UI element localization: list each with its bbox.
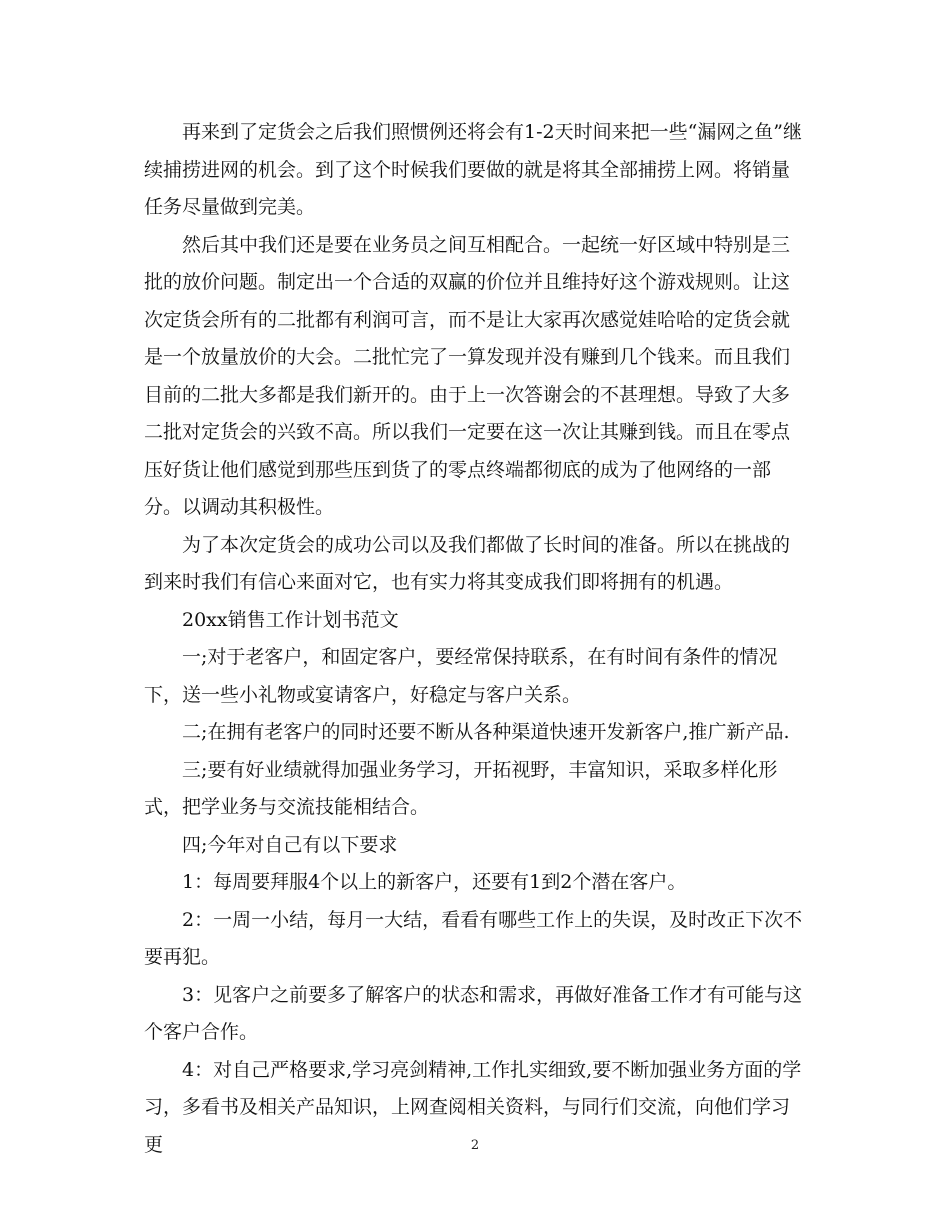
paragraph-2: 然后其中我们还是要在业务员之间互相配合。一起统一好区域中特别是三批的放价问题。制定出一个合适的双赢的价位并且维持好这个游戏规则。让这次定货会所有的二批都有利润可言，而不是让大家再次感觉娃哈哈的定货会就是一个放量放价的大会。二批忙完了一算发现并没有赚到几个钱来。而且我们目前的二批大多都是我们新开的。由于上一次答谢会的不甚理想。导致了大多二批对定货会的兴致不高。所以我们一定要在这一次让其赚到钱。而且在零点压好货让他们感觉到那些压到货了的零点终端都彻底的成为了他网络的一部分。以调动其积极性。 [144,233,791,518]
requirement-2: 2：一周一小结，每月一大结，看看有哪些工作上的失误，及时改正下次不要再犯。 [144,908,803,968]
plan-item-3: 三;要有好业绩就得加强业务学习，开拓视野，丰富知识，采取多样化形式，把学业务与交流技能相结合。 [144,758,778,818]
requirement-3: 3：见客户之前要多了解客户的状态和需求，再做好准备工作才有可能与这个客户合作。 [144,983,803,1043]
paragraph-3: 为了本次定货会的成功公司以及我们都做了长时间的准备。所以在挑战的到来时我们有信心来面对它，也有实力将其变成我们即将拥有的机遇。 [144,533,791,593]
paragraph-1: 再来到了定货会之后我们照惯例还将会有1-2天时间来把一些“漏网之鱼”继续捕捞进网的机会。到了这个时候我们要做的就是将其全部捕捞上网。将销量任务尽量做到完美。 [144,121,803,218]
requirement-1: 1：每周要拜服4个以上的新客户，还要有1到2个潜在客户。 [182,871,687,893]
plan-item-4: 四;今年对自己有以下要求 [182,833,398,856]
plan-item-1: 一;对于老客户，和固定客户，要经常保持联系，在有时间有条件的情况下，送一些小礼物或宴请客户，好稳定与客户关系。 [144,646,778,706]
document-body [144,114,804,1164]
page-number: 2 [470,1138,480,1153]
plan-item-2: 二;在拥有老客户的同时还要不断从各种渠道快速开发新客户,推广新产品. [182,721,790,743]
requirement-4: 4：对自己严格要求,学习亮剑精神,工作扎实细致,要不断加强业务方面的学习，多看书及相关产品知识，上网查阅相关资料，与同行们交流，向他们学习更 [144,1058,802,1156]
section-heading: 20xx销售工作计划书范文 [182,608,399,631]
